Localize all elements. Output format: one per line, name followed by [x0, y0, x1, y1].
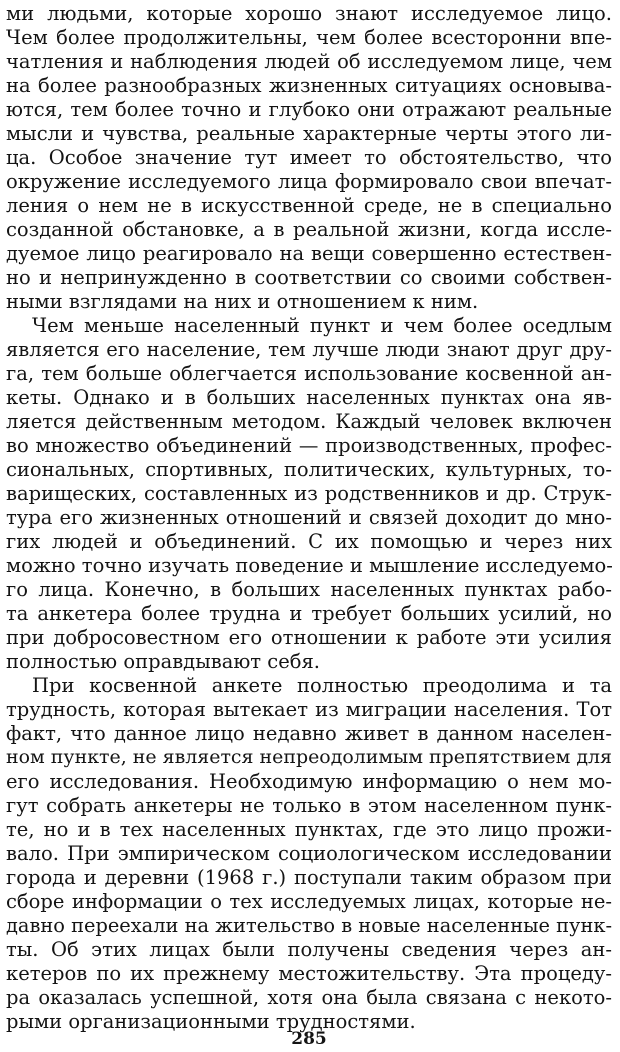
text-line: во множество объединений — производственных, профес- [6, 434, 612, 457]
book-page [6, 0, 612, 1052]
text-line: ца. Особое значение тут имеет то обстоятельство, что [6, 146, 612, 169]
text-line: кетеров по их прежнему местожительству. Эта процеду- [6, 962, 612, 985]
text-line: ления о нем не в искусственной среде, не в специально [6, 194, 612, 217]
text-line: окружение исследуемого лица формировало свои впечат- [6, 170, 612, 193]
text-line: но и непринужденно в соответствии со своими собствен- [6, 266, 612, 289]
text-line: давно переехали на жительство в новые населенные пунк- [6, 914, 612, 937]
text-line: чатления и наблюдения людей об исследуемом лице, чем [6, 50, 612, 73]
text-line: При косвенной анкете полностью преодолима и та [32, 674, 612, 697]
text-line: рыми организационными трудностями. [6, 1010, 416, 1033]
text-line: ляется действенным методом. Каждый человек включен [6, 410, 612, 433]
text-line: можно точно изучать поведение и мышление исследуемо- [6, 554, 613, 577]
text-line: полностью оправдывают себя. [6, 650, 320, 673]
text-line: вало. При эмпирическом социологическом исследовании [6, 842, 612, 865]
text-line: при добросовестном его отношении к работе эти усилия [6, 626, 612, 649]
text-line: его исследования. Необходимую информацию о нем мо- [6, 770, 612, 793]
text-line: Чем более продолжительны, чем более всесторонни впе- [6, 26, 612, 49]
text-line: сборе информации о тех исследуемых лицах, которые не- [6, 890, 612, 913]
text-line: ты. Об этих лицах были получены сведения через ан- [6, 938, 612, 961]
text-line: тура его жизненных отношений и связей доходит до мно- [6, 506, 612, 529]
text-line: кеты. Однако и в больших населенных пунктах она яв- [6, 386, 612, 409]
text-line: ми людьми, которые хорошо знают исследуемое лицо. [6, 2, 612, 25]
text-line: ра оказалась успешной, хотя она была связана с некото- [6, 986, 612, 1009]
text-line: сиональных, спортивных, политических, культурных, то- [6, 458, 612, 481]
text-line: города и деревни (1968 г.) поступали таким образом при [6, 866, 612, 889]
page-number: 285 [291, 1029, 327, 1049]
text-line: на более разнообразных жизненных ситуациях основыва- [6, 74, 612, 97]
text-line: дуемое лицо реагировало на вещи совершенно естествен- [6, 242, 612, 265]
text-line: ными взглядами на них и отношением к ним. [6, 290, 479, 313]
text-line: го лица. Конечно, в больших населенных пунктах рабо- [6, 578, 612, 601]
text-line: гут собрать анкетеры не только в этом населенном пунк- [6, 794, 612, 817]
text-line: факт, что данное лицо недавно живет в данном населен- [6, 722, 612, 745]
text-line: га, тем больше облегчается использование косвенной ан- [6, 362, 612, 385]
text-line: гих людей и объединений. С их помощью и через них [6, 530, 612, 553]
text-line: Чем меньше населенный пункт и чем более оседлым [32, 314, 612, 337]
text-line: варищеских, составленных из родственников и др. Струк- [6, 482, 612, 505]
text-line: является его население, тем лучше люди знают друг дру- [6, 338, 612, 361]
text-line: трудность, которая вытекает из миграции населения. Тот [6, 698, 612, 721]
text-line: те, но и в тех населенных пунктах, где это лицо прожи- [6, 818, 612, 841]
text-line: мысли и чувства, реальные характерные черты этого ли- [6, 122, 612, 145]
text-line: ются, тем более точно и глубоко они отражают реальные [6, 98, 612, 121]
text-line: та анкетера более трудна и требует больших усилий, но [6, 602, 612, 625]
text-line: созданной обстановке, а в реальной жизни, когда иссле- [6, 218, 612, 241]
text-line: ном пункте, не является непреодолимым препятствием для [6, 746, 612, 768]
